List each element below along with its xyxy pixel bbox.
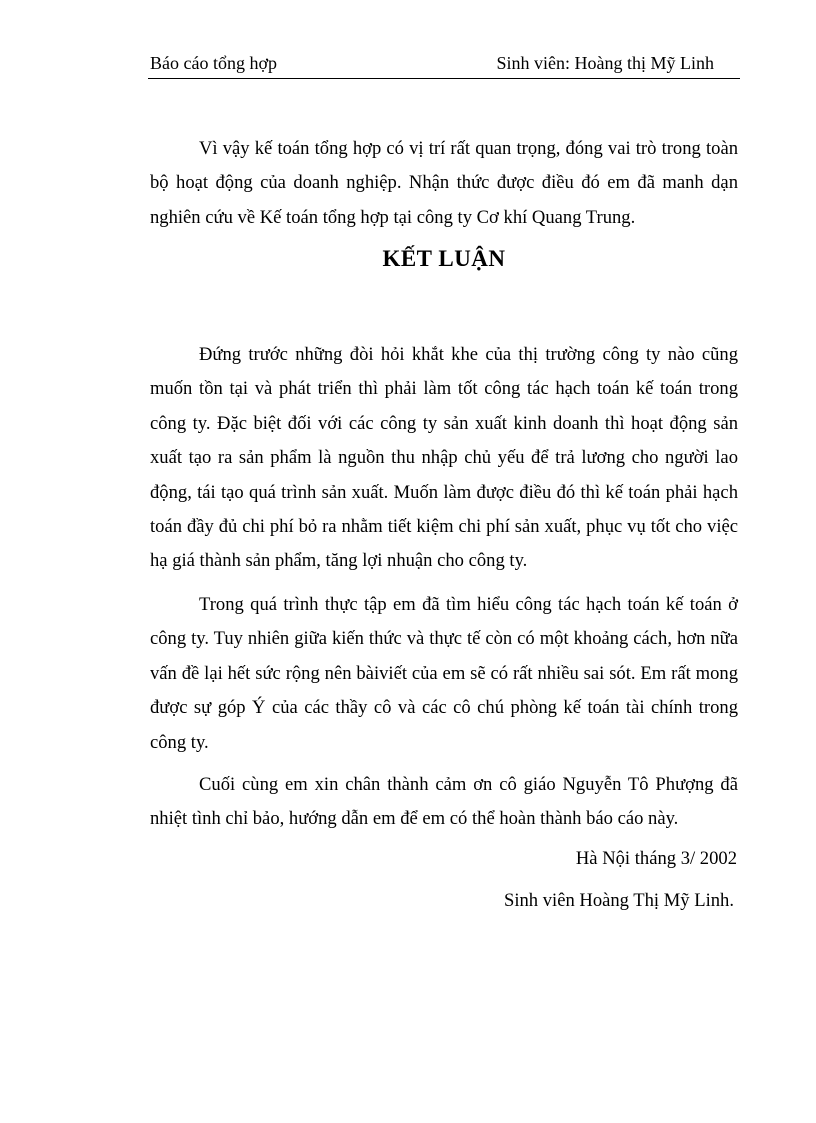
- header-student-name: Sinh viên: Hoàng thị Mỹ Linh: [496, 53, 714, 73]
- place-and-date: Hà Nội tháng 3/ 2002: [575, 848, 737, 869]
- signature-line: Sinh viên Hoàng Thị Mỹ Linh.: [503, 890, 734, 911]
- conclusion-paragraph-1-block: [150, 338, 738, 579]
- intro-paragraph-block: [150, 132, 738, 235]
- acknowledgement-paragraph: Cuối cùng em xin chân thành cảm ơn cô giáo Nguyễn Tô Phượng đã nhiệt tình chỉ bảo, hướng dẫn em để em có thể hoàn thành báo cáo này.: [150, 774, 738, 830]
- conclusion-paragraph: Trong quá trình thực tập em đã tìm hiểu công tác hạch toán kế toán ở công ty. Tuy nhiên giữa kiến thức và thực tế còn có một khoảng cách, hơn nữa vấn đề lại hết sức rộng nên bàiviết của em sẽ có rất nhiều sai sót. Em rất mong được sự góp Ý của các thầy cô và các cô chú phòng kế toán tài chính trong công ty.: [150, 594, 738, 753]
- intro-paragraph: Vì vậy kế toán tổng hợp có vị trí rất quan trọng, đóng vai trò trong toàn bộ hoạt động của doanh nghiệp. Nhận thức được điều đó em đã manh dạn nghiên cứu về Kế toán tổng hợp tại công ty Cơ khí Quang Trung.: [150, 138, 738, 228]
- conclusion-paragraph-3-block: [150, 768, 738, 837]
- conclusion-paragraph: Đứng trước những đòi hỏi khắt khe của thị trường công ty nào cũng muốn tồn tại và phát triển thì phải làm tốt công tác hạch toán kế toán trong công ty. Đặc biệt đối với các công ty sản xuất kinh doanh thì hoạt động sản xuất tạo ra sản phẩm là nguồn thu nhập chủ yếu để trả lương cho người lao động, tái tạo quá trình sản xuất. Muốn làm được điều đó thì kế toán phải hạch toán đầy đủ chi phí bỏ ra nhằm tiết kiệm chi phí sản xuất, phục vụ tốt cho việc hạ giá thành sản phẩm, tăng lợi nhuận cho công ty.: [150, 344, 738, 572]
- header-report-title: Báo cáo tổng hợp: [150, 53, 277, 73]
- section-title: KẾT LUẬN: [382, 246, 506, 271]
- conclusion-paragraph-2-block: [150, 588, 738, 760]
- page-header: [148, 52, 740, 79]
